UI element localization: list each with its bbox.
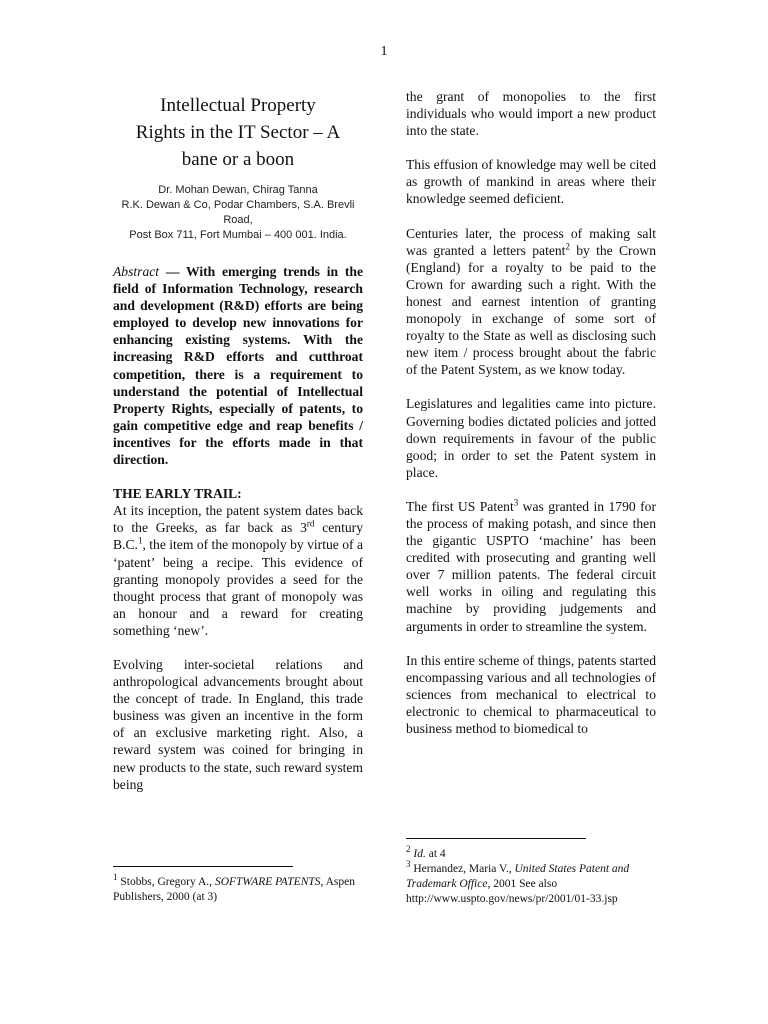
text-run: , the item of the monopoly by virtue of a ‘patent’ being a recipe. This evidence of granting monopoly provides a seed for the thought process that grant of monopoly was an honour and a reward for creating something ‘new’.: [113, 537, 363, 638]
author-block: [113, 183, 363, 243]
footnote-number-1: 1: [113, 872, 118, 883]
title-line-3: bane or a boon: [181, 149, 295, 170]
title-line-2: Rights in the IT Sector – A: [135, 122, 341, 143]
footnotes-right: [406, 838, 656, 907]
footnotes-left: [113, 866, 363, 905]
paragraph-legislatures: Legislatures and legalities came into picture. Governing bodies dictated policies and jotted down requirements in favour of the public good; in order to set the Patent system in place.: [406, 396, 656, 480]
text-run: at 4: [425, 848, 446, 860]
author-address: Post Box 711, Fort Mumbai – 400 001. India.: [129, 229, 347, 241]
paragraph-inception: [113, 502, 363, 639]
right-column: [406, 88, 656, 754]
text-run: , 2001 See also: [487, 878, 558, 890]
paragraph-effusion: This effusion of knowledge may well be cited as growth of mankind in areas where their knowledge seemed deficient.: [406, 157, 656, 207]
superscript-rd: rd: [306, 518, 315, 529]
footnote-number-3: 3: [406, 859, 411, 870]
text-run: , Aspen Publishers, 2000 (at 3): [113, 876, 356, 903]
page-number: 1: [380, 44, 388, 59]
paragraph-trade: Evolving inter-societal relations and anthropological advancements brought about the concept of trade. In England, this trade business was given an incentive in the form of an exclusive marketing right. Also, a reward system was coined for bringing in new products to the state, such reward system being: [113, 656, 363, 792]
book-title: SOFTWARE PATENTS: [214, 876, 321, 888]
footnote-2: [406, 844, 656, 862]
footnote-ref-1: 1: [137, 535, 143, 546]
section-heading: THE EARLY TRAIL:: [113, 486, 242, 502]
paragraph-monopolies: the grant of monopolies to the first individuals who would import a new product into the state.: [406, 89, 656, 139]
paper-title: [113, 92, 363, 173]
text-run: Id.: [410, 848, 426, 860]
abstract-text: With emerging trends in the field of Information Technology, research and development (R&D) efforts are being employed to develop new innovations for enhancing existing systems. With the increasing R&D efforts and cutthroat competition, there is a requirement to understand the potential of Intellectual Property Rights, especially of patents, to gain competitive edge and reap benefits / incentives for the efforts made in that direction.: [113, 264, 363, 468]
paragraph-us-patent: [406, 498, 656, 635]
footnote-1: [113, 872, 363, 905]
footnote-ref-2: 2: [565, 241, 570, 252]
footnote-divider: [113, 866, 293, 867]
author-affiliation: R.K. Dewan & Co, Podar Chambers, S.A. Brevli Road,: [121, 199, 355, 226]
paragraph-salt: [406, 225, 656, 379]
author-names: Dr. Mohan Dewan, Chirag Tanna: [158, 184, 318, 196]
paragraph-scheme: In this entire scheme of things, patents started encompassing various and all technologies of sciences from mechanical to electrical to electronic to chemical to pharmaceutical to business method to biomedical to: [406, 652, 656, 736]
abstract-dash: —: [159, 264, 187, 279]
text-run: by the Crown (England) for a royalty to be paid to the Crown for awarding such a right. With the honest and earnest intention of granting monopoly in exchange of some sort of royalty to the State as well as disclosing such new item / process brought about the fabric of the Patent System, as we know today.: [406, 242, 656, 378]
left-column: [113, 88, 363, 810]
text-run: The first US Patent: [406, 498, 514, 514]
abstract-label: Abstract: [113, 264, 160, 279]
abstract: [113, 263, 363, 468]
title-line-1: Intellectual Property: [160, 95, 316, 116]
text-run: Centuries later, the process of making salt was granted a letters patent: [406, 225, 656, 258]
footnote-ref-3: 3: [513, 497, 519, 508]
text-run: Stobbs, Gregory A.,: [117, 876, 215, 888]
text-run: Hernandez, Maria V.,: [410, 863, 515, 875]
footnote-3: [406, 859, 656, 892]
text-run: century B.C.: [113, 520, 363, 553]
footnote-divider: [406, 838, 586, 839]
text-run: was granted in 1790 for the process of making potash, and since then the gigantic USPTO ‘machine’ has been credited with prosecuting and granting well over 7 million patents. The federal circuit well works in oiling and regulating this machine by providing judgements and arguments in order to streamline the system.: [406, 498, 656, 634]
publication-title: United States Patent and Trademark Office: [406, 863, 630, 890]
text-run: At its inception, the patent system dates back to the Greeks, as far back as 3: [113, 503, 363, 536]
footnote-number-2: 2: [406, 844, 411, 855]
footnote-3-url[interactable]: http://www.uspto.gov/news/pr/2001/01-33.jsp: [406, 893, 618, 905]
